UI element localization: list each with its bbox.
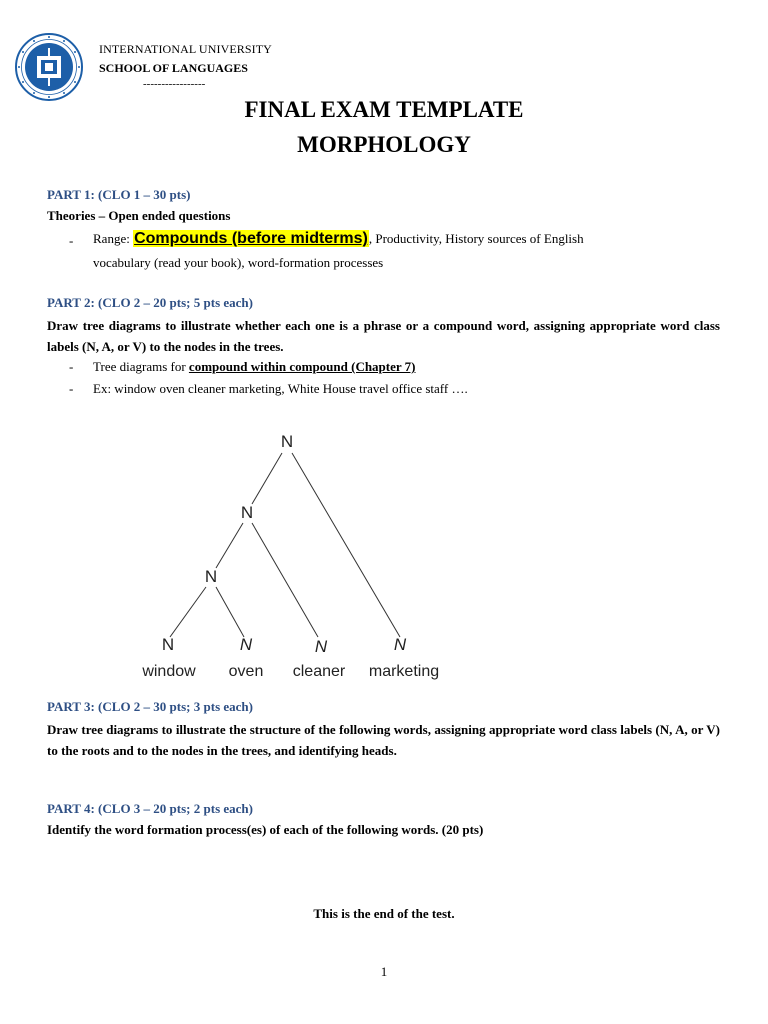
part1-subheading: Theories – Open ended questions — [47, 208, 231, 223]
course-title: MORPHOLOGY — [297, 132, 471, 157]
exam-title: FINAL EXAM TEMPLATE — [244, 97, 524, 122]
part2-instruction: Draw tree diagrams to illustrate whether each one is a phrase or a compound word, assigning appropriate word class labels (N, A, or V) to the nodes in the trees. — [47, 318, 720, 354]
part1-heading: PART 1: (CLO 1 – 30 pts) — [47, 187, 191, 202]
part2-bullet2: Ex: window oven cleaner marketing, White House travel office staff …. — [93, 381, 468, 396]
university-name: INTERNATIONAL UNIVERSITY — [99, 42, 272, 56]
bullet1-prefix: Tree diagrams for — [93, 359, 189, 374]
part3-instruction: Draw tree diagrams to illustrate the structure of the following words, assigning appropriate word class labels (N, A, or V) to the roots and to the nodes in the trees, and identifying heads. — [47, 722, 720, 758]
edge-root-marketing — [292, 453, 400, 637]
leaf-cleaner-label: N — [314, 637, 328, 656]
school-name: SCHOOL OF LANGUAGES — [99, 61, 248, 75]
end-of-test: This is the end of the test. — [313, 906, 455, 921]
edge-n2-oven — [216, 587, 244, 637]
word-oven: oven — [228, 663, 264, 680]
part1-range-line — [93, 230, 584, 248]
part4-instruction: Identify the word formation process(es) of each of the following words. (20 pts) — [47, 822, 484, 837]
node-n2-label: N — [204, 567, 218, 586]
part2-bullet1 — [93, 359, 416, 375]
page-number: 1 — [380, 964, 388, 979]
part4-heading: PART 4: (CLO 3 – 20 pts; 2 pts each) — [47, 801, 253, 816]
part3-heading: PART 3: (CLO 2 – 30 pts; 3 pts each) — [47, 699, 253, 714]
tree-diagram — [130, 425, 460, 685]
university-logo — [14, 32, 84, 102]
part2-bullet2-dash: - — [69, 381, 74, 396]
leaf-oven-label: N — [239, 635, 253, 654]
bullet1-chapter-ref: compound within compound (Chapter 7) — [188, 359, 416, 374]
word-marketing: marketing — [368, 663, 440, 680]
node-root-label: N — [280, 432, 294, 451]
part2-heading: PART 2: (CLO 2 – 20 pts; 5 pts each) — [47, 295, 253, 310]
range-highlight: Compounds (before midterms) — [134, 230, 368, 247]
edge-n1-cleaner — [252, 523, 318, 637]
edge-n2-window — [170, 587, 206, 637]
word-cleaner: cleaner — [292, 663, 346, 680]
range-label: Range: — [93, 231, 134, 246]
part1-range-line2: vocabulary (read your book), word-formation processes — [93, 255, 384, 270]
part2-bullet1-dash: - — [69, 359, 74, 374]
node-n1-label: N — [240, 503, 254, 522]
header-separator: ----------------- — [143, 78, 206, 90]
edge-root-n1 — [252, 453, 282, 504]
leaf-marketing-label: N — [393, 635, 407, 654]
word-window: window — [142, 663, 196, 680]
range-rest: , Productivity, History sources of English — [368, 231, 584, 246]
edge-n1-n2 — [216, 523, 243, 568]
leaf-window-label: N — [161, 635, 175, 654]
part1-bullet-dash: - — [69, 233, 74, 248]
